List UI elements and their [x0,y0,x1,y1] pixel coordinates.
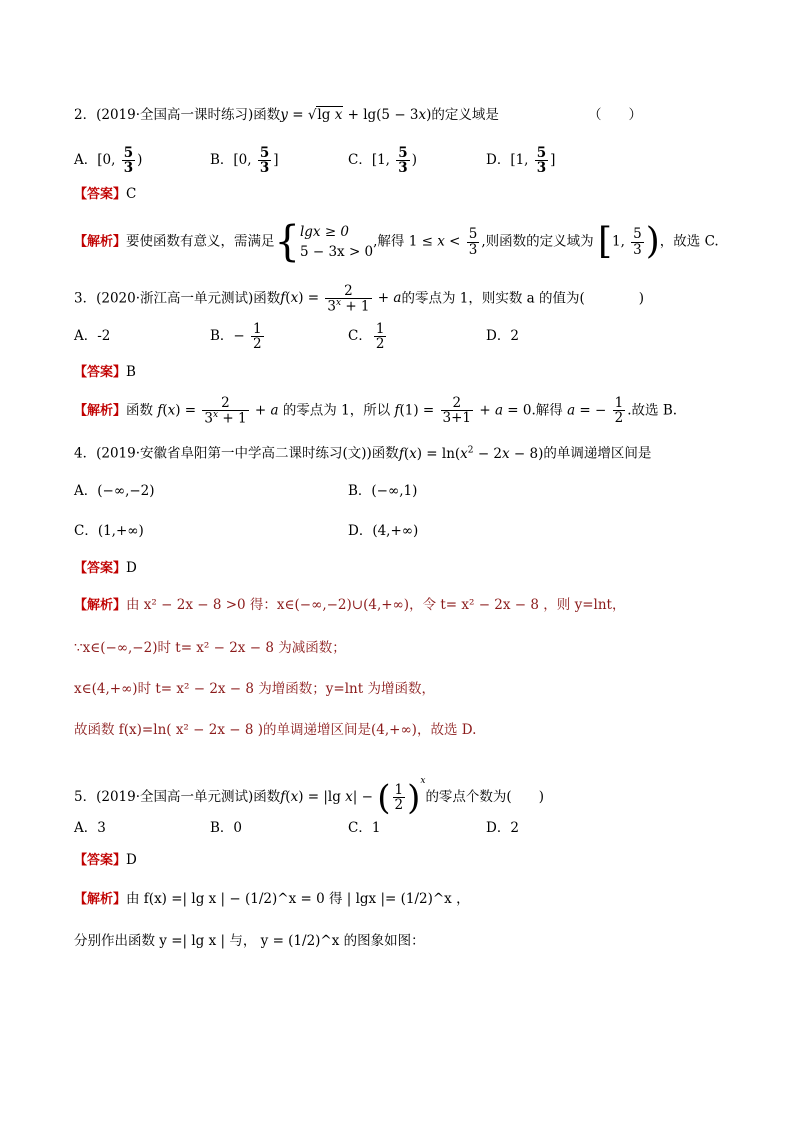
q3-stem-suffix: 的零点为 1，则实数 a 的值为( ) [401,290,645,307]
q4-answer [74,558,137,579]
q5-answer-value: D [126,852,137,868]
q2-analysis-tag: 【解析】 [74,234,127,250]
q3-stem-prefix: 3．(2020·浙江高一单元测试)函数 [74,290,281,307]
q4-analysis-line-2: ∵x∈(−∞,−2)时 t= x² − 2x − 8 为减函数； [74,640,346,656]
q5-analysis-tag: 【解析】 [74,892,127,907]
q3-option-d: D．2 [486,328,519,344]
q2-answer [74,184,136,205]
q3-answer [74,362,136,383]
q4-analysis-line-3: x∈(4,+∞)时 t= x² − 2x − 8 为增函数；y=lnt 为增函数， [74,681,435,697]
q2-answer-tag: 【答案】 [74,187,127,202]
q5-analysis-line-1 [74,889,470,910]
q2-stem-suffix: 的定义域是 [431,107,499,123]
q3-analysis: 【解析】函数 f(x) = $\frac{2}{3^x + 1}$ + a 的零点为 1，所以 f(1) = $\frac{2}{3+1}$ + a = 0.解得 a = − $\frac{1}{2}$ .故选 B. [74,395,678,427]
q4-answer-tag: 【答案】 [74,561,127,576]
q2-option-b: B．[0, $\frac{5}{3}$ ] [210,145,279,177]
q2-analysis-text-1: 要使函数有意义，需满足 [126,233,275,250]
q4-analysis-text-1: 由 x² − 2x − 8 >0 得：x∈(−∞,−2)∪(4,+∞)，令 t= x² − 2x − 8 ，则 y=lnt， [126,597,626,613]
q3-answer-value: B [126,364,136,380]
q3-option-a: A．-2 [74,328,111,344]
q5-stem-suffix: 的零点个数为( ) [425,789,544,805]
q4-stem-suffix: 的单调递增区间是 [543,445,652,462]
q2-option-c: C．[1, $\frac{5}{3}$ ) [348,145,417,177]
q3-formula: f(x) = $\frac{2}{3^x + 1}$ + a [280,283,402,315]
q4-option-d: D．(4,+∞) [348,523,419,539]
q5-option-c: C．1 [348,820,381,836]
q2-stem-prefix: 2．(2019·全国高一课时练习)函数 [74,107,281,123]
q4-stem-prefix: 4．(2019·安徽省阜阳第一中学高二课时练习(文))函数 [74,445,399,462]
q4-answer-value: D [126,560,137,576]
q3-analysis-text-1: 函数 [126,402,154,419]
q3-option-c: C． $\frac{1}{2}$ [348,321,385,353]
q3-analysis-text-4: .故选 B. [627,402,678,419]
q5-formula: f(x) = |lg x| − ( $\frac{1}{2}$ )$^x$ [280,776,426,818]
q4-stem [74,440,651,464]
q4-option-a: A．(−∞,−2) [74,483,155,499]
q2-stem [74,105,499,125]
q5-answer-tag: 【答案】 [74,853,127,868]
q3-option-b: B．− $\frac{1}{2}$ [210,321,262,353]
q3-answer-tag: 【答案】 [74,365,127,380]
q3-analysis-text-3: .解得 [531,402,563,419]
q5-analysis-line-2: 分别作出函数 y =| lg x | 与， y = (1/2)^x 的图象如图： [74,933,425,949]
q4-analysis-line-1 [74,595,625,616]
q5-analysis-text-1: 由 f(x) =| lg x | − (1/2)^x = 0 得 | lgx |= (1/2)^x ， [126,891,470,907]
q2-analysis: 【解析】要使函数有意义，需满足{ lgx ≥ 0 5 − 3x > 0 ,解得 1 ≤ x < $\frac{5}{3}$ ,则函数的定义域为 [1, $\frac{5}{3}$ )，故选 C. [74,217,719,267]
q2-formula: y = √lg x + lg(5 − 3x) [280,107,432,123]
q5-option-b: B．0 [210,820,243,836]
q3-analysis-text-2: 的零点为 1，所以 [282,402,391,419]
q5-answer [74,850,137,871]
q5-stem-prefix: 5．(2019·全国高一单元测试)函数 [74,789,281,805]
q2-option-d: D．[1, $\frac{5}{3}$ ] [486,145,556,177]
q4-formula: $f(x) = \ln(x^2 - 2x - 8)$ [398,445,544,462]
q5-option-a: A．3 [74,820,106,836]
q2-conditions [300,222,373,262]
q2-option-a: A．[0, $\frac{5}{3}$ ) [74,145,143,177]
q5-option-d: D．2 [486,820,519,836]
q2-bracket: （ ） [588,107,642,123]
q5-stem [74,771,544,818]
q3-analysis-tag: 【解析】 [74,403,127,419]
q4-analysis-tag: 【解析】 [74,598,127,613]
q4-option-c: C．(1,+∞) [74,523,144,539]
q2-cond-2: 5 − 3x > 0 [299,244,374,260]
q4-analysis-line-4: 故函数 f(x)=ln( x² − 2x − 8 )的单调递增区间是(4,+∞)，故选 D. [74,722,477,738]
q4-option-b: B．(−∞,1) [348,483,418,499]
q3-stem [74,284,644,314]
q2-answer-value: C [126,186,137,202]
q2-cond-1: lgx ≥ 0 [299,224,350,240]
